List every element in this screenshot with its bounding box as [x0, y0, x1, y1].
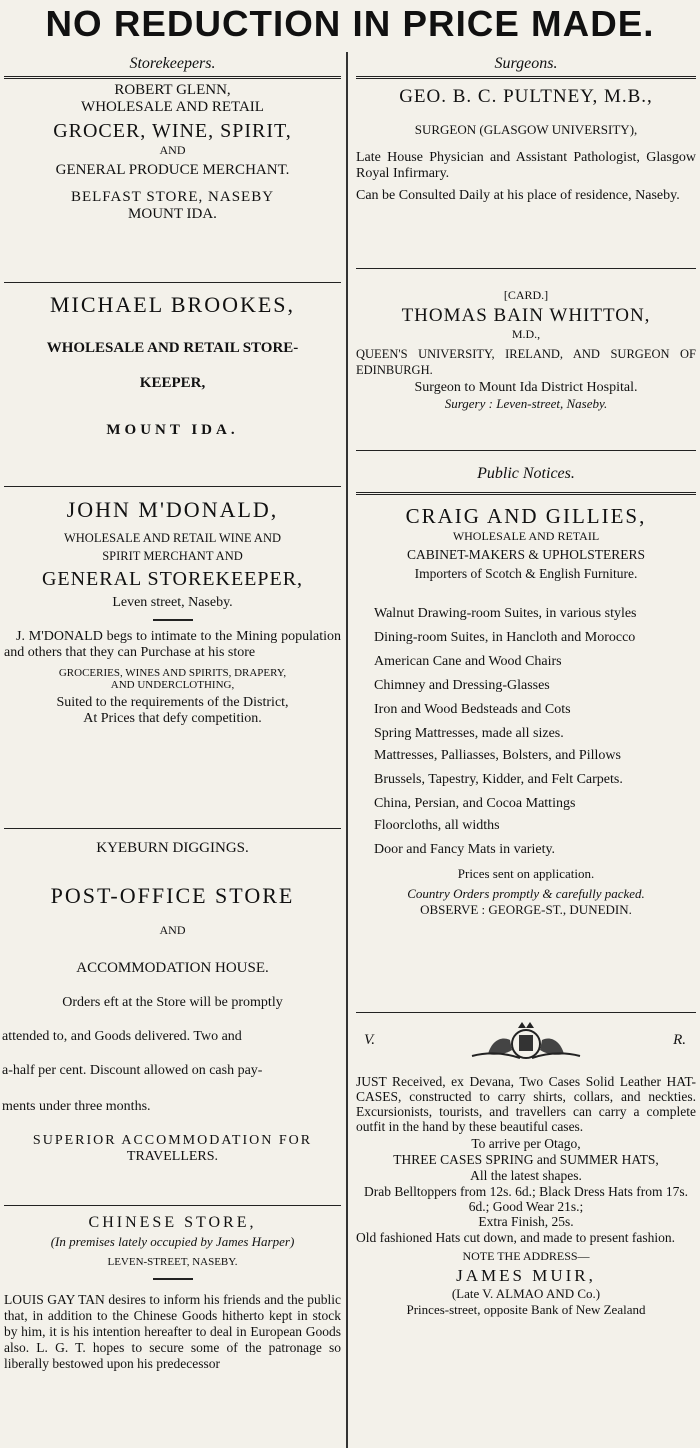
- ad-line: Extra Finish, 25s.: [478, 1214, 574, 1229]
- item-list: [352, 606, 700, 858]
- ad-place: MOUNT IDA.: [106, 422, 239, 438]
- ad-paragraph: Orders eft at the Store will be promptly: [62, 995, 283, 1010]
- ad-james-muir: [352, 1020, 700, 1318]
- ad-paragraph: JUST Received, ex Devana, Two Cases Solid Leather HAT-CASES, constructed to carry shirts, collars, and neckties. Excursionists, tourists, and travellers can carry a complete outfit in the hand by these beautiful cases.: [356, 1074, 696, 1134]
- list-item: Walnut Drawing-room Suites, in various styles: [374, 606, 637, 621]
- ad-heading: KYEBURN DIGGINGS.: [96, 840, 249, 856]
- section-heading-surgeons: Surgeons.: [494, 55, 558, 72]
- list-item: Chimney and Dressing-Glasses: [374, 678, 550, 693]
- ad-line: (In premises lately occupied by James Harper): [50, 1234, 295, 1249]
- ad-paragraph: J. M'DONALD begs to intimate to the Mining population and others that they can Purchase at his store: [4, 629, 341, 660]
- list-item: Spring Mattresses, made all sizes.: [374, 726, 564, 741]
- advertiser-name: MICHAEL BROOKES,: [49, 292, 296, 317]
- section-heading-storekeepers: Storekeepers.: [129, 55, 216, 72]
- advertiser-name: POST-OFFICE STORE: [50, 883, 295, 908]
- list-item: China, Persian, and Cocoa Mattings: [374, 796, 576, 811]
- ad-paragraph: Can be Consulted Daily at his place of residence, Naseby.: [356, 188, 680, 203]
- ad-place: MOUNT IDA.: [128, 206, 217, 222]
- ad-line: TRAVELLERS.: [126, 1149, 219, 1164]
- ad-line: Suited to the requirements of the District,: [56, 695, 289, 710]
- advertiser-name: ROBERT GLENN,: [114, 82, 231, 98]
- ad-paragraph: LOUIS GAY TAN desires to inform his friends and the public that, in addition to the Chinese Goods hitherto kept in stock by him, it is his intention hereafter to deal in European Goods also. L. G. T. hopes to secure some of the patronage so liberally bestowed upon his predecessor: [4, 1292, 341, 1371]
- ad-paragraph: Late House Physician and Assistant Pathologist, Glasgow Royal Infirmary.: [356, 150, 696, 181]
- rule: [356, 76, 696, 79]
- ad-address: Princes-street, opposite Bank of New Zealand: [406, 1302, 646, 1317]
- ad-john-mcdonald: [0, 497, 345, 727]
- ad-line: Drab Belltoppers from 12s. 6d.; Black Dress Hats from 17s. 6d.; Good Wear 21s.;: [364, 1184, 688, 1214]
- ad-line: OBSERVE : GEORGE-ST., DUNEDIN.: [420, 902, 632, 917]
- ad-chinese-store: [0, 1214, 345, 1372]
- ad-kyeburn: [0, 840, 345, 1165]
- ad-line: WHOLESALE AND RETAIL WINE AND: [63, 531, 282, 545]
- ad-robert-glenn: [0, 82, 345, 223]
- ad-line: Prices sent on application.: [457, 866, 595, 881]
- ad-line: KEEPER,: [139, 375, 206, 391]
- ad-line: NOTE THE ADDRESS—: [462, 1249, 590, 1263]
- ad-and: AND: [159, 923, 186, 937]
- ad-line: WHOLESALE AND RETAIL STORE-: [46, 340, 299, 356]
- ad-line: GENERAL PRODUCE MERCHANT.: [55, 162, 290, 178]
- ad-address: LEVEN-STREET, NASEBY.: [107, 1256, 238, 1268]
- ad-line: All the latest shapes.: [470, 1168, 582, 1183]
- column-divider: [346, 52, 348, 1448]
- ad-goods: AND UNDERCLOTHING,: [110, 679, 235, 691]
- ad-paragraph: attended to, and Goods delivered. Two and: [2, 1029, 242, 1044]
- advertiser-name: CHINESE STORE,: [88, 1214, 257, 1231]
- ad-goods: GROCERIES, WINES AND SPIRITS, DRAPERY,: [58, 667, 287, 679]
- ad-store: BELFAST STORE, NASEBY: [70, 189, 275, 205]
- advertiser-name: JOHN M'DONALD,: [66, 497, 279, 522]
- ad-line: Surgery : Leven-street, Naseby.: [444, 396, 608, 411]
- ad-michael-brookes: [0, 292, 345, 439]
- list-item: American Cane and Wood Chairs: [374, 654, 562, 669]
- ad-and: AND: [159, 143, 186, 157]
- ad-card: [CARD.]: [503, 288, 549, 302]
- left-column: [0, 52, 345, 1448]
- ad-line: CABINET-MAKERS & UPHOLSTERERS: [406, 547, 646, 562]
- list-item: Door and Fancy Mats in variety.: [374, 842, 556, 857]
- ad-paragraph: ments under three months.: [2, 1099, 151, 1114]
- ad-craig-gillies: [352, 504, 700, 918]
- list-item: Floorcloths, all widths: [374, 818, 500, 833]
- ad-line: SPIRIT MERCHANT AND: [102, 549, 243, 563]
- ad-line: ACCOMMODATION HOUSE.: [76, 960, 269, 976]
- ad-vr-letter: R.: [673, 1032, 686, 1048]
- ad-paragraph: a-half per cent. Discount allowed on cash pay-: [2, 1063, 263, 1078]
- advertiser-name: JAMES MUIR,: [456, 1266, 596, 1285]
- list-item: Brussels, Tapestry, Kidder, and Felt Carpets.: [374, 772, 623, 787]
- ad-line: THREE CASES SPRING and SUMMER HATS,: [393, 1152, 659, 1167]
- list-item: Iron and Wood Bedsteads and Cots: [374, 702, 571, 717]
- ad-paragraph: Old fashioned Hats cut down, and made to present fashion.: [356, 1230, 676, 1245]
- ad-address: Leven street, Naseby.: [112, 595, 233, 610]
- ad-line: SURGEON (GLASGOW UNIVERSITY),: [414, 122, 638, 137]
- ad-pulteney: [352, 86, 700, 204]
- ad-line: WHOLESALE AND RETAIL: [452, 529, 600, 543]
- section-heading-notices: Public Notices.: [477, 465, 575, 482]
- ad-line: WHOLESALE AND RETAIL: [81, 99, 264, 115]
- ad-line-large: GROCER, WINE, SPIRIT,: [53, 120, 292, 142]
- list-item: Mattresses, Palliasses, Bolsters, and Pillows: [374, 748, 621, 763]
- banner-heading: NO REDUCTION IN PRICE MADE.: [45, 3, 655, 44]
- advertiser-name: THOMAS BAIN WHITTON,: [401, 305, 651, 326]
- ad-line-large: GENERAL STOREKEEPER,: [41, 568, 304, 590]
- ad-line: (Late V. ALMAO AND Co.): [451, 1286, 601, 1301]
- ad-line: Surgeon to Mount Ida District Hospital.: [414, 380, 638, 395]
- ad-line: M.D.,: [511, 327, 541, 341]
- ad-line: SUPERIOR ACCOMMODATION FOR: [32, 1133, 313, 1148]
- ad-line: QUEEN'S UNIVERSITY, IRELAND, AND SURGEON OF EDINBURGH.: [356, 347, 696, 377]
- ad-line: At Prices that defy competition.: [83, 711, 262, 726]
- advertiser-name: CRAIG AND GILLIES,: [405, 504, 647, 528]
- right-column: [352, 52, 700, 1448]
- rule: [4, 76, 341, 79]
- advertiser-name: GEO. B. C. PULTNEY, M.B.,: [399, 86, 653, 107]
- ad-line: Importers of Scotch & English Furniture.: [414, 566, 638, 581]
- ad-whitton: [352, 288, 700, 412]
- list-item: Dining-room Suites, in Hancloth and Morocco: [374, 630, 636, 645]
- ad-vr-letter: V.: [364, 1032, 375, 1048]
- royal-crest-icon: [466, 1020, 586, 1060]
- ad-line: Country Orders promptly & carefully packed.: [407, 886, 645, 901]
- ad-line: To arrive per Otago,: [471, 1136, 581, 1151]
